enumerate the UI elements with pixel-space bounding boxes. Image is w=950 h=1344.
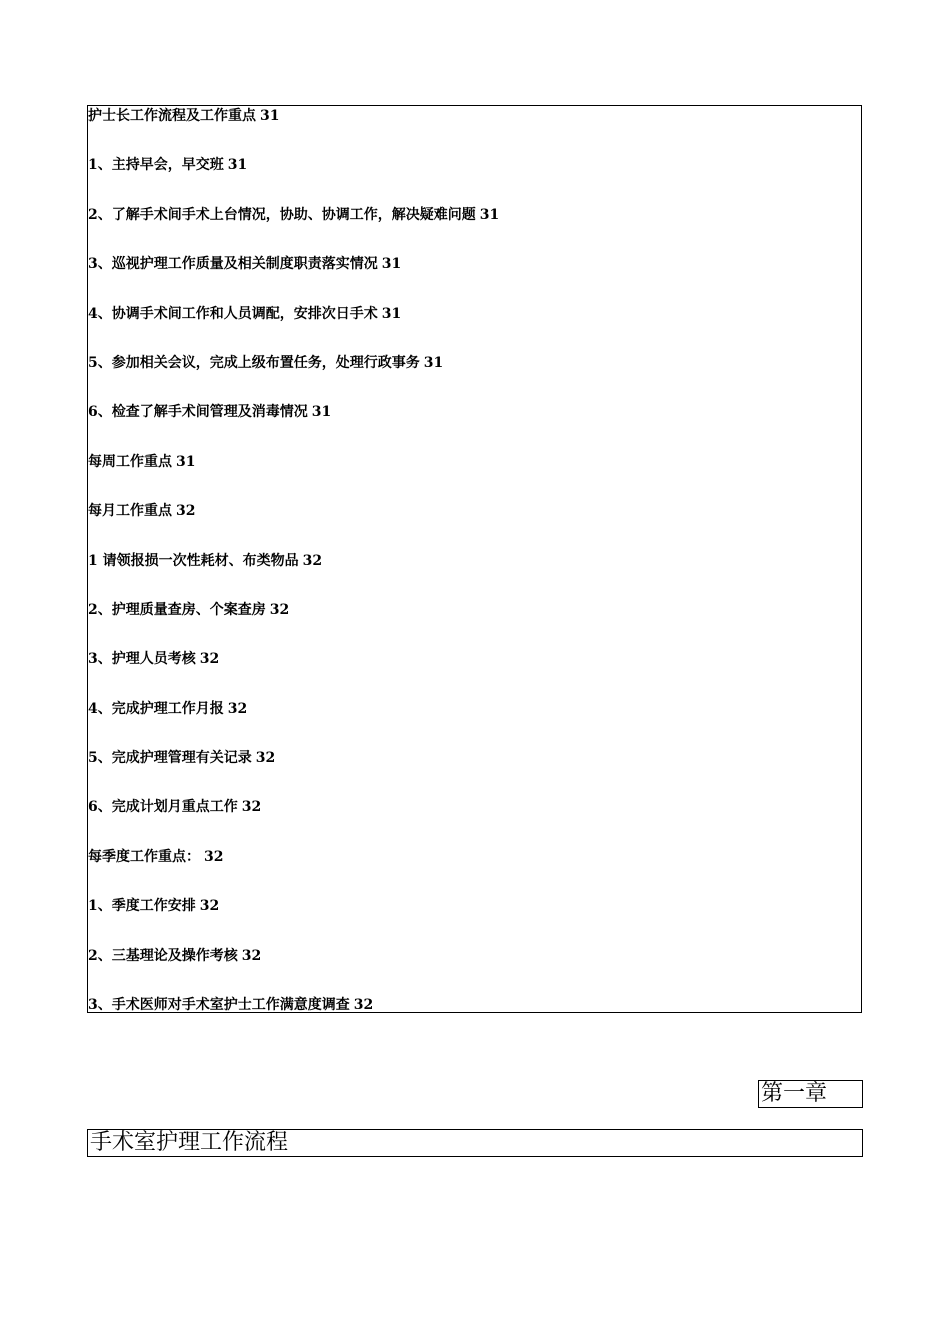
toc-list: [88, 106, 861, 1013]
toc-entry-text: 4、协调手术间工作和人员调配，安排次日手术: [88, 305, 378, 322]
toc-entry-page: 32: [255, 750, 276, 767]
toc-entry-text: 1、主持早会，早交班: [88, 157, 224, 174]
toc-entry-page: 31: [381, 256, 402, 273]
toc-entry[interactable]: [88, 254, 861, 303]
toc-entry-text: 3、手术医师对手术室护士工作满意度调查: [88, 997, 350, 1013]
toc-entry[interactable]: [88, 205, 861, 254]
toc-entry-text: 1 请领报损一次性耗材、布类物品: [88, 552, 299, 569]
toc-entry-text: 3、护理人员考核: [88, 651, 196, 668]
toc-entry-page: 31: [227, 157, 248, 174]
toc-entry-page: 31: [479, 206, 500, 223]
toc-entry[interactable]: [88, 501, 861, 550]
toc-entry-text: 每季度工作重点：: [88, 848, 200, 865]
toc-entry[interactable]: [88, 946, 861, 995]
toc-entry[interactable]: [88, 304, 861, 353]
toc-entry-page: 32: [227, 700, 248, 717]
toc-entry-text: 护士长工作流程及工作重点: [88, 108, 256, 124]
toc-entry[interactable]: [88, 106, 861, 155]
toc-entry-text: 6、完成计划月重点工作: [88, 799, 238, 816]
toc-entry[interactable]: [88, 649, 861, 698]
table-of-contents: [87, 105, 862, 1013]
section-title: 手术室护理工作流程: [87, 1129, 863, 1157]
toc-entry-page: 32: [241, 799, 262, 816]
toc-entry-page: 32: [176, 503, 196, 520]
toc-entry-text: 每周工作重点: [88, 453, 172, 470]
toc-entry-page: 32: [199, 651, 220, 668]
toc-entry-page: 31: [381, 305, 402, 322]
toc-entry[interactable]: [88, 699, 861, 748]
toc-entry-text: 2、了解手术间手术上台情况，协助、协调工作，解决疑难问题: [88, 206, 476, 223]
toc-entry-page: 32: [204, 848, 224, 865]
toc-entry-page: 31: [311, 404, 332, 421]
toc-entry[interactable]: [88, 452, 861, 501]
toc-entry-text: 3、巡视护理工作质量及相关制度职责落实情况: [88, 256, 378, 273]
toc-entry-text: 5、参加相关会议，完成上级布置任务，处理行政事务: [88, 354, 420, 371]
toc-entry-text: 6、检查了解手术间管理及消毒情况: [88, 404, 308, 421]
toc-entry[interactable]: [88, 748, 861, 797]
toc-entry-page: 31: [423, 354, 444, 371]
toc-entry-page: 32: [302, 552, 323, 569]
toc-entry[interactable]: [88, 847, 861, 896]
toc-entry-page: 31: [176, 453, 196, 470]
toc-entry[interactable]: [88, 600, 861, 649]
toc-entry-text: 4、完成护理工作月报: [88, 700, 224, 717]
toc-entry-page: 32: [353, 997, 374, 1013]
toc-entry-text: 2、三基理论及操作考核: [88, 947, 238, 964]
toc-entry[interactable]: [88, 995, 861, 1013]
toc-entry[interactable]: [88, 896, 861, 945]
toc-entry-page: 32: [269, 601, 290, 618]
chapter-label: 第一章: [758, 1080, 863, 1108]
toc-entry-text: 每月工作重点: [88, 503, 172, 520]
toc-entry-text: 2、护理质量查房、个案查房: [88, 601, 266, 618]
toc-entry-text: 1、季度工作安排: [88, 898, 196, 915]
toc-entry-text: 5、完成护理管理有关记录: [88, 750, 252, 767]
toc-entry[interactable]: [88, 353, 861, 402]
toc-entry[interactable]: [88, 797, 861, 846]
toc-entry-page: 32: [199, 898, 220, 915]
toc-entry-page: 32: [241, 947, 262, 964]
toc-entry[interactable]: [88, 551, 861, 600]
toc-entry[interactable]: [88, 402, 861, 451]
toc-entry-page: 31: [260, 108, 280, 124]
toc-entry[interactable]: [88, 155, 861, 204]
